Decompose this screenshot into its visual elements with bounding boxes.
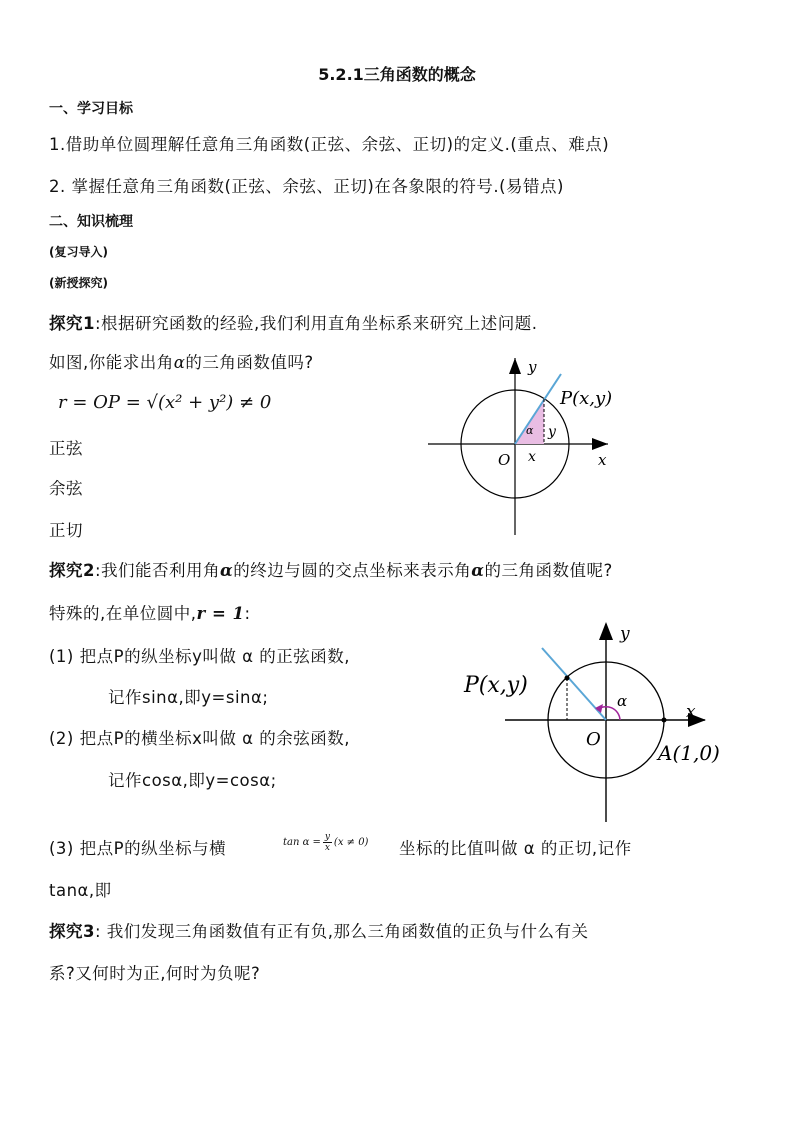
- origin-label: O: [498, 451, 511, 469]
- terminal-side: [542, 648, 606, 720]
- point-p: [565, 676, 570, 681]
- explore1-line: [49, 310, 538, 334]
- y-axis-arrow: [599, 622, 613, 640]
- tan-fraction: [323, 832, 332, 853]
- alpha-label: α: [526, 424, 534, 437]
- sine-label: 正弦: [49, 439, 83, 458]
- explore2-pre: :我们能否利用角: [94, 561, 221, 580]
- figure-1-unit-circle: [420, 350, 620, 540]
- tan-denominator: x: [324, 843, 330, 853]
- tangent-label: 正切: [49, 521, 83, 540]
- review-label: (复习导入): [49, 245, 108, 259]
- y-label: y: [620, 624, 630, 644]
- special-pre: 特殊的,在单位圆中,: [49, 604, 197, 623]
- explore3-label: 探究3: [49, 922, 95, 941]
- explore2-label: 探究2: [49, 561, 95, 580]
- point-a-label: A(1,0): [658, 741, 720, 765]
- item-3-end: tanα,即: [49, 881, 112, 900]
- explore2-post: 的三角函数值呢?: [484, 561, 613, 580]
- point-p-label: P(x,y): [560, 388, 613, 409]
- seg-x-label: x: [528, 449, 536, 465]
- alpha-symbol: α: [173, 353, 186, 372]
- explore3-line: [49, 918, 589, 942]
- item-3-pre: (3) 把点P的纵坐标与横: [49, 839, 227, 858]
- y-axis-arrow: [509, 358, 521, 374]
- tan-condition: (x ≠ 0): [333, 837, 369, 848]
- goal-2: 2. 掌握任意角三角函数(正弦、余弦、正切)在各象限的符号.(易错点): [49, 177, 564, 196]
- item-2-note: 记作cosα,即y=cosα;: [108, 771, 277, 790]
- figure-2-unit-circle: [440, 620, 740, 825]
- goal-1: 1.借助单位圆理解任意角三角函数(正弦、余弦、正切)的定义.(重点、难点): [49, 135, 610, 154]
- section1-heading: 一、学习目标: [49, 101, 133, 117]
- item-1: (1) 把点P的纵坐标y叫做 α 的正弦函数,: [49, 647, 350, 666]
- question-pre: 如图,你能求出角: [49, 353, 174, 372]
- alpha-symbol-2: α: [471, 561, 485, 580]
- r-equals-1: r = 1: [196, 604, 245, 623]
- alpha-symbol: α: [220, 561, 234, 580]
- origin-label: O: [586, 729, 601, 750]
- point-p-label: P(x,y): [464, 673, 528, 698]
- question-post: 的三角函数值吗?: [185, 353, 314, 372]
- tangent-formula: [283, 832, 368, 853]
- tan-lhs: tan α =: [283, 837, 321, 848]
- x-label: x: [686, 702, 696, 722]
- item-3-post: 坐标的比值叫做 α 的正切,记作: [399, 839, 632, 858]
- explore1-text: :根据研究函数的经验,我们利用直角坐标系来研究上述问题.: [94, 314, 538, 333]
- page-title: 5.2.1三角函数的概念: [318, 65, 476, 84]
- cosine-label: 余弦: [49, 479, 83, 498]
- explore3-line-2: 系?又何时为正,何时为负呢?: [49, 964, 261, 983]
- explore2-mid: 的终边与圆的交点坐标来表示角: [233, 561, 472, 580]
- explore2-line: [49, 557, 613, 581]
- explore1-label: 探究1: [49, 314, 95, 333]
- radius-formula: r = OP = √(x² + y²) ≠ 0: [58, 392, 272, 413]
- alpha-label: α: [617, 692, 628, 710]
- y-label: y: [528, 358, 537, 376]
- special-post: :: [244, 604, 251, 623]
- x-label: x: [598, 451, 607, 469]
- tan-numerator: y: [324, 832, 330, 842]
- explore3-text: : 我们发现三角函数值有正有负,那么三角函数值的正负与什么有关: [94, 922, 589, 941]
- item-1-note: 记作sinα,即y=sinα;: [108, 688, 269, 707]
- new-label: (新授探究): [49, 276, 108, 290]
- item-2: (2) 把点P的横坐标x叫做 α 的余弦函数,: [49, 729, 350, 748]
- x-axis-arrow: [592, 438, 608, 450]
- explore1-question: [49, 349, 314, 373]
- special-line: [49, 600, 251, 624]
- point-a: [662, 718, 667, 723]
- section2-heading: 二、知识梳理: [49, 214, 133, 230]
- seg-y-label: y: [548, 424, 556, 440]
